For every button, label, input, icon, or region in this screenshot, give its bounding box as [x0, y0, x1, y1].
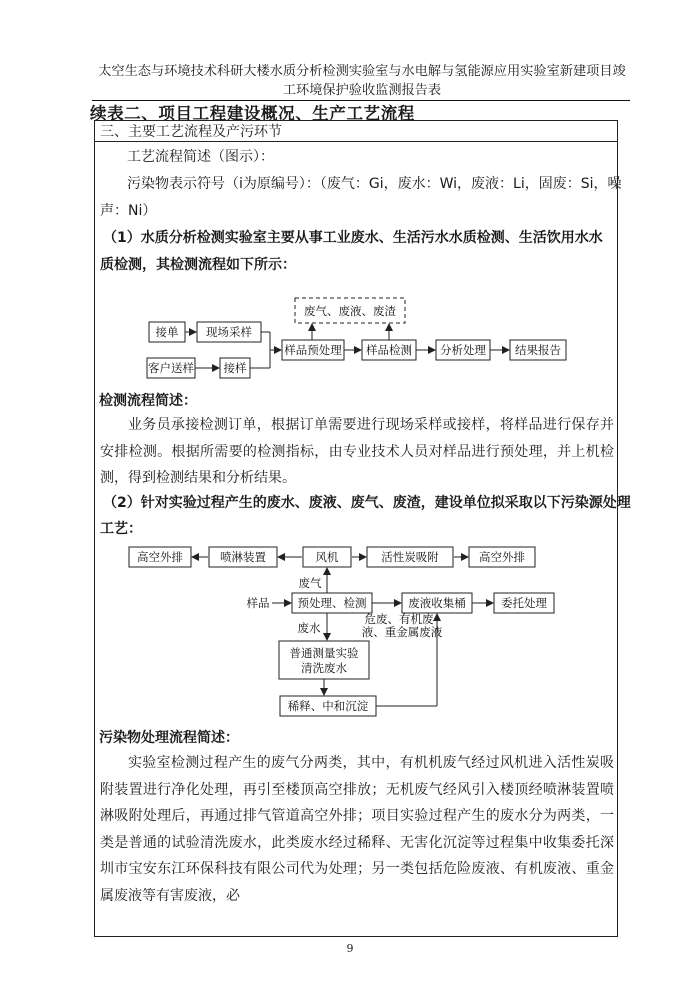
general-wastewater-line1: 普通测量实验: [289, 646, 359, 660]
liquid-types-line1: 危废、有机废: [364, 612, 434, 626]
item1-line1: （1）水质分析检测实验室主要从事工业废水、生活污水水质检测、生活饮用水水: [103, 230, 603, 246]
symbol-legend-line2: 声：Ni）: [100, 203, 157, 219]
order-label: 接单: [155, 325, 179, 339]
item2-line2: 工艺：: [100, 521, 142, 537]
section-title: 续表二、项目工程建设概况、生产工艺流程: [90, 104, 415, 123]
waste-box-label: 废气、废液、废渣: [304, 304, 396, 318]
wastewater-label: 废水: [297, 621, 321, 635]
report-header: 太空生态与环境技术科研大楼水质分析检测实验室与水电解与氢能源应用实验室新建项目竣工环境保护验收监测报告表: [98, 64, 626, 98]
detection-label: 样品检测: [366, 343, 412, 357]
client-delivery-label: 客户送样: [148, 361, 194, 375]
fan-label: 风机: [315, 550, 339, 564]
liquid-collect-label: 废液收集桶: [408, 596, 466, 610]
report-label: 结果报告: [515, 343, 561, 357]
symbol-legend-line1: 污染物表示符号（i为原编号）：（废气：Gi，废水：Wi，废液：Li，固废：Si，噪: [127, 176, 622, 192]
flow-desc-heading: 工艺流程简述（图示）：: [127, 149, 274, 165]
general-wastewater-line2: 清洗废水: [301, 661, 347, 675]
detect-paragraph: 业务员承接检测订单，根据订单需要进行现场采样或接样，将样品进行保存并安排检测。根据所需要的检测指标，由专业技术人员对样品进行预处理，并上机检测，得到检测结果和分析结果。: [100, 417, 614, 486]
detect-heading: 检测流程简述：: [99, 393, 197, 409]
pollution-paragraph: 实验室检测过程产生的废气分两类，其中，有机机废气经过风机进入活性炭吸附装置进行净化处理，再引至楼顶高空排放；无机废气经风引入楼顶经喷淋装置喷淋吸附处理后，再通过排气管道高空外排；项目实验过程产生的废水分为两类，一类是普通的试验清洗废水，此类废水经过稀释、无害化沉淀等过程集中收集委托深圳市宝安东江环保科技有限公司代为处理；另一类包括危险废液、有机废液、重金属废液等有害废液，必: [100, 755, 614, 904]
exhaust-right-label: 高空外排: [479, 550, 525, 564]
page-number: 9: [346, 942, 354, 955]
receive-sample-label: 接样: [223, 361, 247, 375]
exhaust-left-label: 高空外排: [137, 550, 183, 564]
item2-line1: （2）针对实验过程产生的废水、废液、废气、废渣，建设单位拟采取以下污染源处理: [103, 495, 631, 511]
dilute-label: 稀释、中和沉淀: [287, 699, 369, 713]
pretreatment-label: 样品预处理: [284, 343, 342, 357]
spray-label: 喷淋装置: [220, 550, 266, 564]
sample-label: 样品: [246, 596, 270, 610]
gas-label: 废气: [298, 576, 322, 590]
subsection-title: 三、主要工艺流程及产污环节: [100, 124, 282, 140]
liquid-types-line2: 液、重金属废液: [361, 625, 443, 639]
pretreat-detect-label: 预处理、检测: [297, 596, 367, 610]
pollution-heading: 污染物处理流程简述：: [99, 730, 239, 746]
item1-line2: 质检测，其检测流程如下所示：: [100, 257, 296, 273]
carbon-label: 活性炭吸附: [381, 550, 439, 564]
field-sampling-label: 现场采样: [206, 325, 252, 339]
outsource-label: 委托处理: [501, 596, 547, 610]
analysis-label: 分析处理: [440, 343, 486, 357]
